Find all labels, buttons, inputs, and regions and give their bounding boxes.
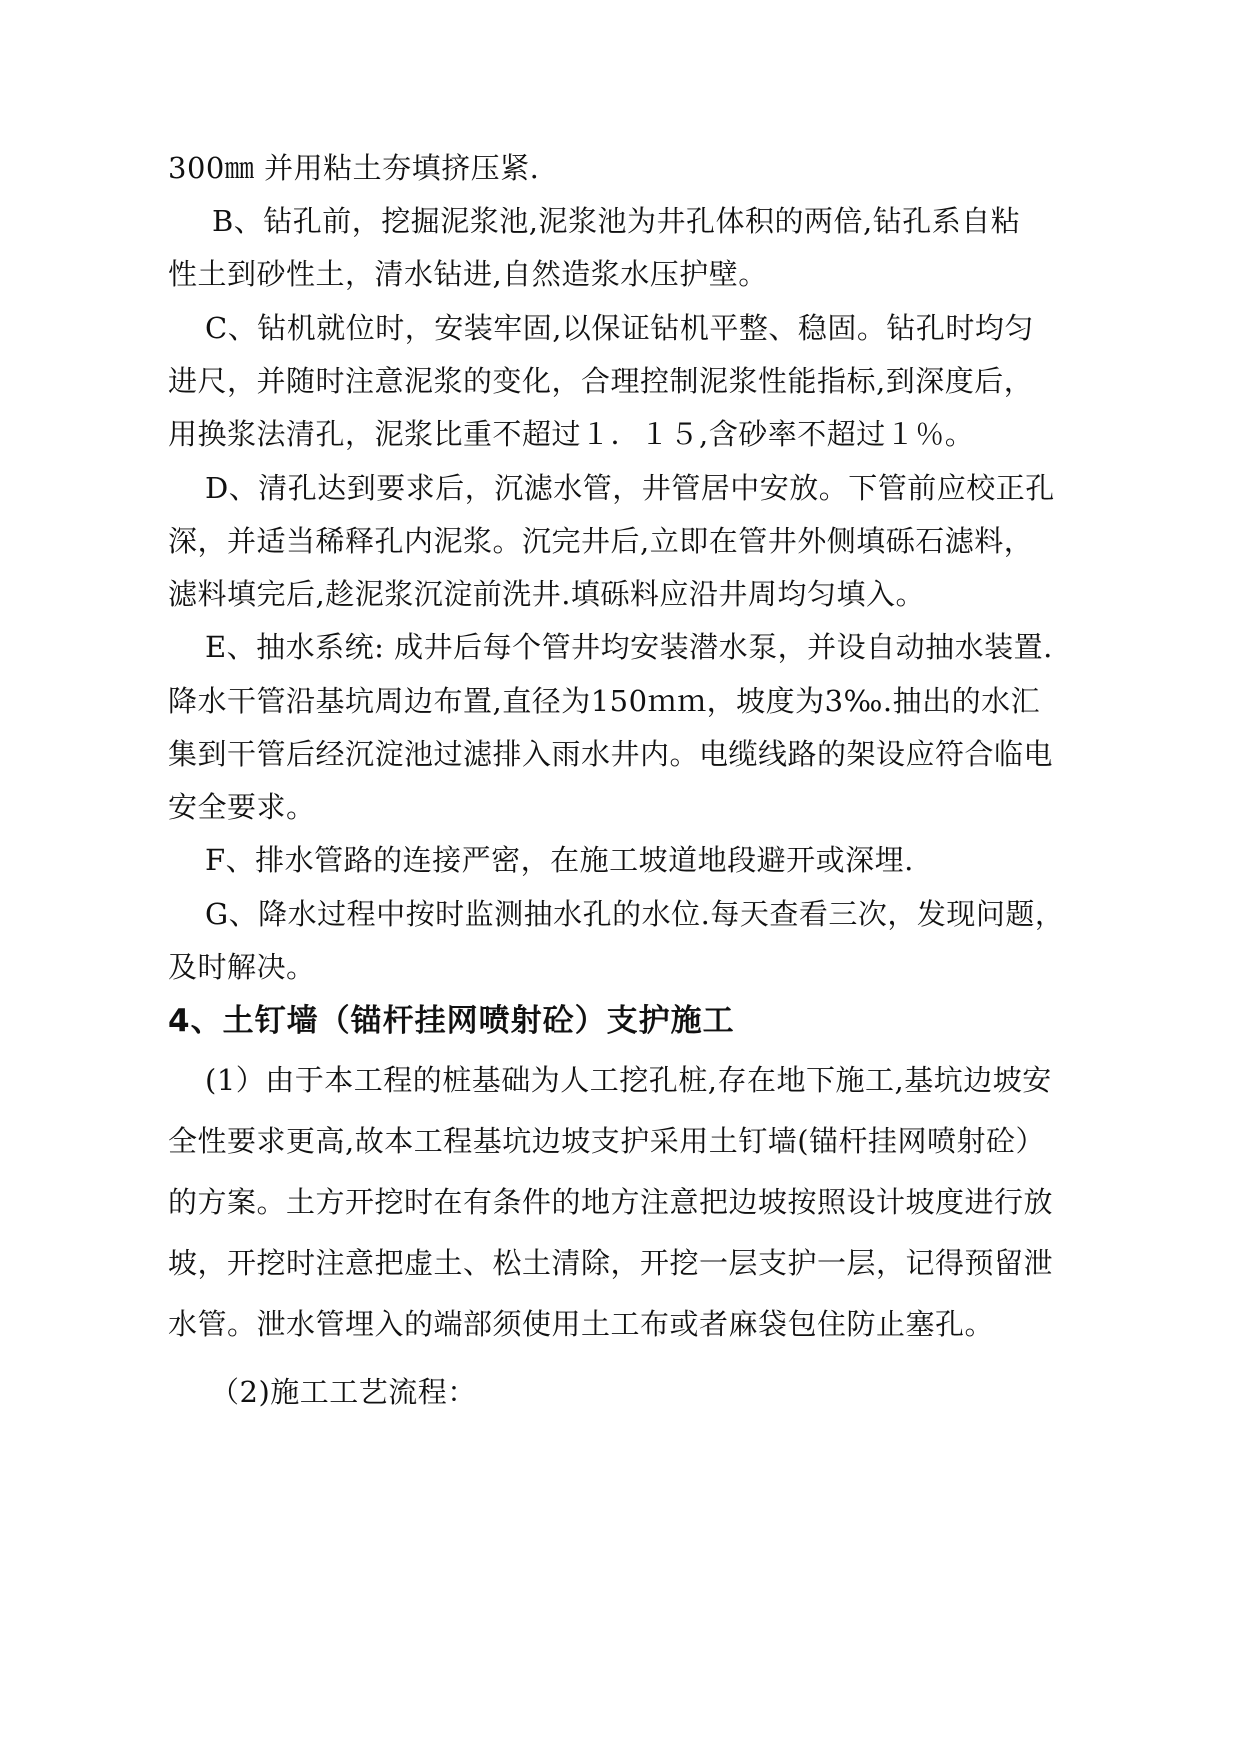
text-line: 性土到砂性土，清水钻进,自然造浆水压护壁。 bbox=[168, 257, 768, 291]
text-line: 进尺，并随时注意泥浆的变化，合理控制泥浆性能指标,到深度后， bbox=[168, 364, 1034, 398]
text-line: 坡，开挖时注意把虚土、松土清除，开挖一层支护一层，记得预留泄 bbox=[168, 1246, 1054, 1280]
text-line: 集到干管后经沉淀池过滤排入雨水井内。电缆线路的架设应符合临电 bbox=[168, 737, 1054, 771]
text-line: 300㎜ 并用粘土夯填挤压紧. bbox=[168, 151, 540, 185]
text-line: C、钻机就位时，安装牢固,以保证钻机平整、稳固。钻孔时均匀 bbox=[205, 311, 1034, 345]
text-line: 用换浆法清孔，泥浆比重不超过１．１５,含砂率不超过１％。 bbox=[168, 417, 975, 451]
text-line: 的方案。土方开挖时在有条件的地方注意把边坡按照设计坡度进行放 bbox=[168, 1185, 1054, 1219]
text-line: 深，并适当稀释孔内泥浆。沉完井后,立即在管井外侧填砾石滤料， bbox=[168, 524, 1034, 558]
text-line: E、抽水系统: 成井后每个管井均安装潜水泵，并设自动抽水装置. bbox=[205, 630, 1053, 664]
section-heading: 4、土钉墙（锚杆挂网喷射砼）支护施工 bbox=[168, 1003, 735, 1039]
text-line: （2)施工工艺流程： bbox=[210, 1375, 477, 1409]
text-line: B、钻孔前，挖掘泥浆池,泥浆池为井孔体积的两倍,钻孔系自粘 bbox=[212, 204, 1021, 238]
text-line: F、排水管路的连接严密，在施工坡道地段避开或深埋. bbox=[205, 843, 914, 877]
text-line: 水管。泄水管埋入的端部须使用土工布或者麻袋包住防止塞孔。 bbox=[168, 1307, 995, 1341]
text-line: (1）由于本工程的桩基础为人工挖孔桩,存在地下施工,基坑边坡安 bbox=[205, 1063, 1052, 1097]
text-line: D、清孔达到要求后，沉滤水管，井管居中安放。下管前应校正孔 bbox=[205, 471, 1055, 505]
text-line: 滤料填完后,趁泥浆沉淀前洗井.填砾料应沿井周均匀填入。 bbox=[168, 577, 925, 611]
text-line: 降水干管沿基坑周边布置,直径为150ｍｍ，坡度为3‰.抽出的水汇 bbox=[168, 684, 1041, 718]
text-line: 安全要求。 bbox=[168, 790, 316, 824]
text-line: 全性要求更高,故本工程基坑边坡支护采用土钉墙(锚杆挂网喷射砼） bbox=[168, 1124, 1046, 1158]
text-line: G、降水过程中按时监测抽水孔的水位.每天查看三次，发现问题， bbox=[205, 897, 1065, 931]
text-line: 及时解决。 bbox=[168, 950, 316, 984]
